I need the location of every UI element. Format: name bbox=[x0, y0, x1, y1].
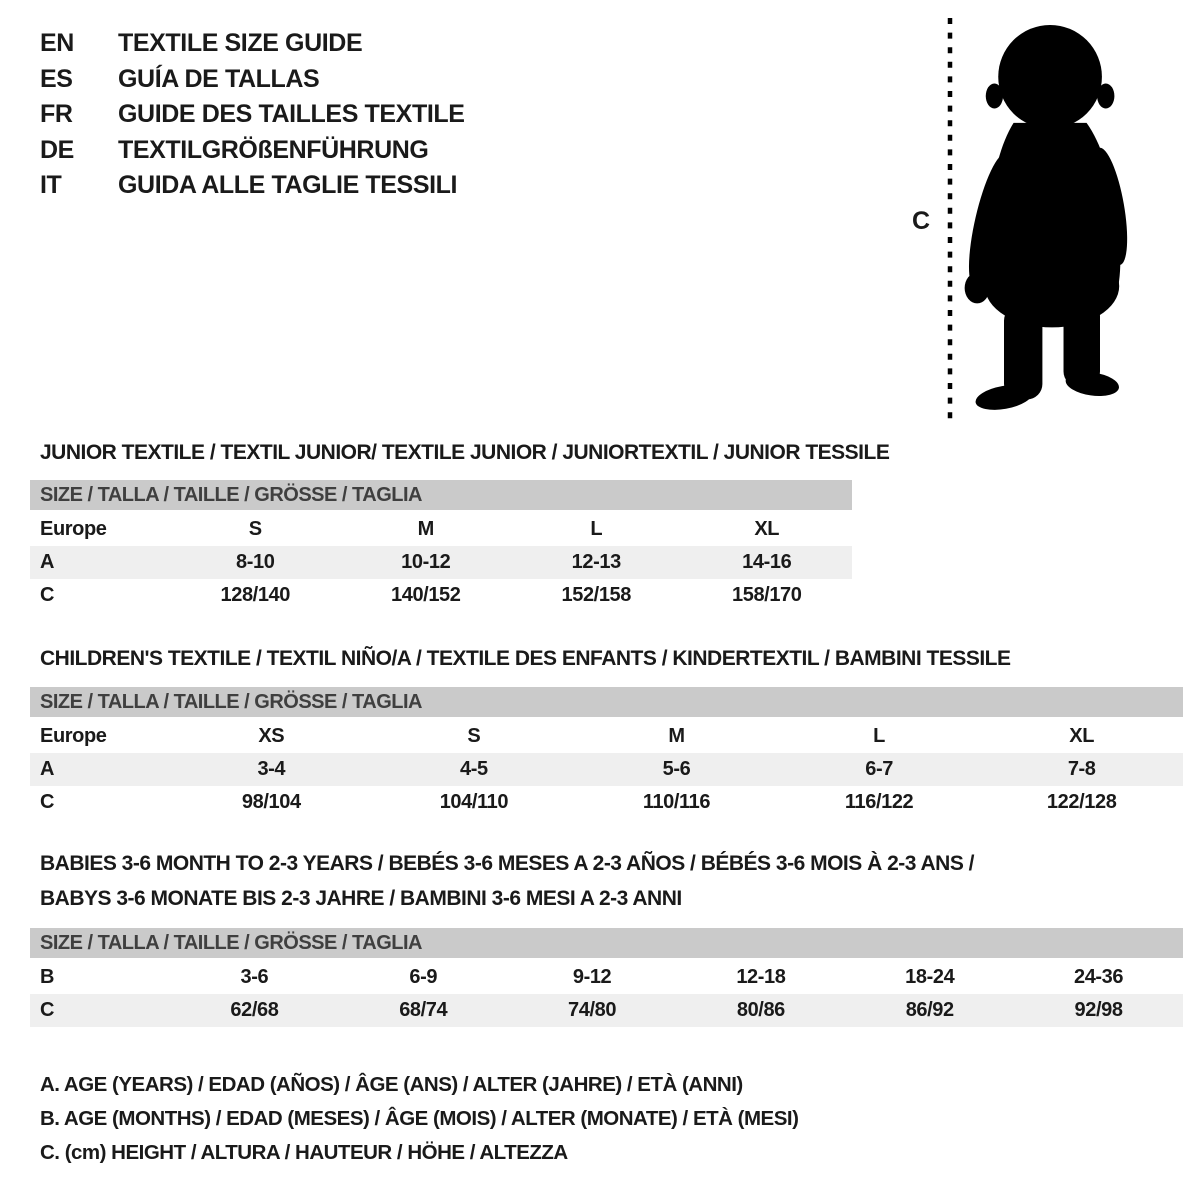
table-cell: 92/98 bbox=[1074, 999, 1123, 1021]
height-measure-line bbox=[944, 18, 956, 422]
table-cell: 110/116 bbox=[642, 791, 711, 813]
row-label: C bbox=[40, 999, 55, 1021]
table-cell: 116/122 bbox=[844, 791, 914, 813]
babies-size-table bbox=[30, 928, 1183, 1027]
language-row bbox=[40, 168, 465, 204]
table-cell: 152/158 bbox=[561, 584, 631, 606]
language-code: ES bbox=[40, 64, 73, 93]
table-cell: L bbox=[590, 518, 603, 540]
language-code: FR bbox=[40, 100, 73, 129]
table-cell: 7-8 bbox=[1067, 758, 1096, 780]
table-cell: 3-6 bbox=[240, 966, 269, 988]
language-code: IT bbox=[40, 171, 62, 200]
table-cell: 74/80 bbox=[568, 999, 617, 1021]
table-cell: 10-12 bbox=[401, 551, 451, 573]
table-cell: 24-36 bbox=[1073, 966, 1124, 988]
size-header-label: SIZE / TALLA / TAILLE / GRÖSSE / TAGLIA bbox=[40, 690, 422, 713]
language-label: GUIDE DES TAILLES TEXTILE bbox=[118, 100, 465, 129]
section-title-line: BABYS 3-6 MONATE BIS 2-3 JAHRE / BAMBINI 3-6 MESI A 2-3 ANNI bbox=[40, 887, 682, 910]
table-cell: 14-16 bbox=[742, 551, 792, 573]
table-row bbox=[30, 786, 1183, 819]
table-cell: 6-9 bbox=[409, 966, 438, 988]
language-code: EN bbox=[40, 29, 74, 58]
row-label: A bbox=[40, 758, 55, 780]
table-cell: 104/110 bbox=[439, 791, 509, 813]
table-cell: 140/152 bbox=[391, 584, 461, 606]
table-cell: 3-4 bbox=[257, 758, 286, 780]
legend-line-a: A. AGE (YEARS) / EDAD (AÑOS) / ÂGE (ANS) / ALTER (JAHRE) / ETÀ (ANNI) bbox=[40, 1073, 743, 1096]
language-row bbox=[40, 26, 465, 62]
table-cell: M bbox=[668, 725, 685, 747]
size-header-bar bbox=[30, 480, 852, 510]
height-measure-label: C bbox=[912, 207, 930, 235]
table-cell: XL bbox=[1069, 725, 1095, 747]
table-cell: 68/74 bbox=[399, 999, 448, 1021]
table-cell: S bbox=[467, 725, 481, 747]
table-cell: 86/92 bbox=[905, 999, 954, 1021]
section-title-line: BABIES 3-6 MONTH TO 2-3 YEARS / BEBÉS 3-6 MESES A 2-3 AÑOS / BÉBÉS 3-6 MOIS À 2-3 ANS / bbox=[40, 852, 975, 875]
language-label: GUIDA ALLE TAGLIE TESSILI bbox=[118, 171, 458, 200]
table-row bbox=[30, 579, 852, 612]
toddler-silhouette-icon bbox=[956, 8, 1148, 424]
table-cell: 9-12 bbox=[572, 966, 612, 988]
section-title-junior bbox=[40, 435, 889, 470]
language-row bbox=[40, 97, 465, 133]
section-title-babies bbox=[40, 846, 974, 916]
language-row bbox=[40, 62, 465, 98]
table-cell: 128/140 bbox=[220, 584, 290, 606]
table-cell: 6-7 bbox=[865, 758, 893, 780]
row-label: B bbox=[40, 966, 55, 988]
table-cell: M bbox=[417, 518, 434, 540]
table-cell: 98/104 bbox=[241, 791, 301, 813]
size-header-label: SIZE / TALLA / TAILLE / GRÖSSE / TAGLIA bbox=[40, 931, 422, 954]
legend bbox=[40, 1068, 798, 1170]
row-label: Europe bbox=[40, 518, 107, 540]
section-title-line: JUNIOR TEXTILE / TEXTIL JUNIOR/ TEXTILE JUNIOR / JUNIORTEXTIL / JUNIOR TESSILE bbox=[40, 441, 890, 464]
table-cell: 4-5 bbox=[460, 758, 488, 780]
table-row bbox=[30, 720, 1183, 753]
row-label: C bbox=[40, 584, 55, 606]
language-row bbox=[40, 133, 465, 169]
table-cell: 80/86 bbox=[736, 999, 785, 1021]
table-cell: 12-18 bbox=[736, 966, 786, 988]
language-code: DE bbox=[40, 135, 74, 164]
table-cell: 18-24 bbox=[905, 966, 955, 988]
children-size-table bbox=[30, 687, 1183, 819]
table-row bbox=[30, 961, 1183, 994]
table-cell: 12-13 bbox=[571, 551, 621, 573]
size-header-label: SIZE / TALLA / TAILLE / GRÖSSE / TAGLIA bbox=[40, 483, 422, 506]
table-cell: XS bbox=[258, 725, 285, 747]
size-header-bar bbox=[30, 928, 1183, 958]
table-cell: 5-6 bbox=[662, 758, 691, 780]
table-cell: XL bbox=[754, 518, 780, 540]
table-row bbox=[30, 753, 1183, 786]
table-cell: 62/68 bbox=[230, 999, 279, 1021]
legend-line-c: C. (cm) HEIGHT / ALTURA / HAUTEUR / HÖHE / ALTEZZA bbox=[40, 1141, 568, 1164]
table-cell: 158/170 bbox=[732, 584, 802, 606]
section-title-line: CHILDREN'S TEXTILE / TEXTIL NIÑO/A / TEXTILE DES ENFANTS / KINDERTEXTIL / BAMBINI TESSILE bbox=[40, 647, 1011, 670]
row-label: C bbox=[40, 791, 55, 813]
language-label: GUÍA DE TALLAS bbox=[118, 64, 320, 93]
language-label: TEXTILE SIZE GUIDE bbox=[118, 29, 363, 58]
language-list bbox=[40, 26, 465, 204]
junior-size-table bbox=[30, 480, 852, 612]
section-title-children bbox=[40, 641, 1011, 676]
row-label: Europe bbox=[40, 725, 107, 747]
table-row bbox=[30, 513, 852, 546]
table-cell: S bbox=[248, 518, 262, 540]
size-header-bar bbox=[30, 687, 1183, 717]
table-row bbox=[30, 994, 1183, 1027]
row-label: A bbox=[40, 551, 55, 573]
table-row bbox=[30, 546, 852, 579]
language-label: TEXTILGRÖßENFÜHRUNG bbox=[118, 135, 429, 164]
table-cell: L bbox=[873, 725, 885, 747]
legend-line-b: B. AGE (MONTHS) / EDAD (MESES) / ÂGE (MOIS) / ALTER (MONATE) / ETÀ (MESI) bbox=[40, 1107, 799, 1130]
table-cell: 8-10 bbox=[236, 551, 275, 573]
table-cell: 122/128 bbox=[1046, 791, 1117, 813]
